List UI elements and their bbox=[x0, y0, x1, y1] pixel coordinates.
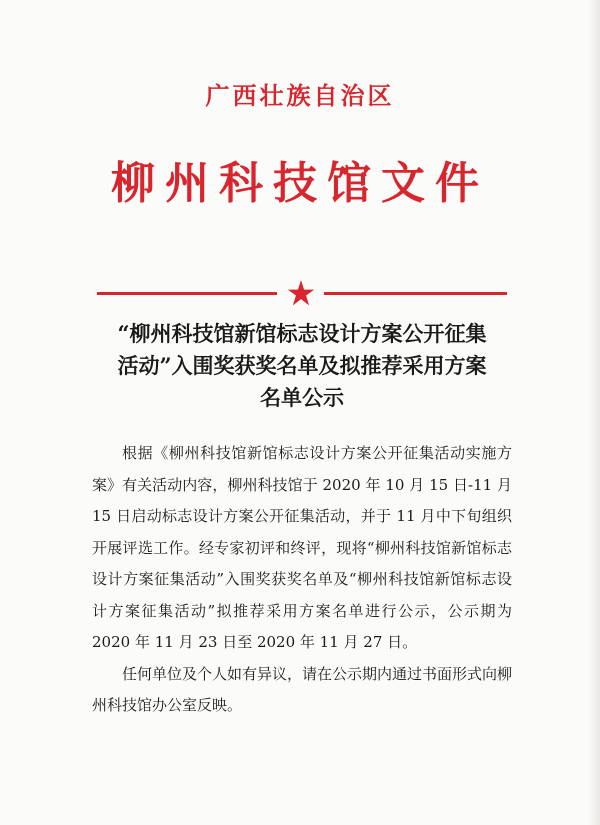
body-paragraph: 根据《柳州科技馆新馆标志设计方案公开征集活动实施方案》有关活动内容，柳州科技馆于 2020 年 10 月 15 日-11 月 15 日启动标志设计方案公开征集活动，并于 11 月中下旬组织开展评选工作。经专家初评和终评，现将“柳州科技馆新馆标志设计方案征集活动”入围奖获奖名单及“柳州科技馆新馆标志设计方案征集活动”拟推荐采用方案名单进行公示，公示期为 2020 年 11 月 23 日至 2020 年 11 月 27 日。 bbox=[92, 444, 512, 651]
divider-line-right bbox=[324, 292, 507, 295]
title-line: 名单公示 bbox=[260, 385, 344, 410]
title-line: “柳州科技馆新馆标志设计方案公开征集 bbox=[117, 321, 487, 346]
issuer-name: 柳州科技馆文件 bbox=[111, 158, 489, 209]
body-paragraph: 任何单位及个人如有异议，请在公示期内通过书面形式向柳州科技馆办公室反映。 bbox=[92, 664, 513, 714]
issuer-region: 广西壮族自治区 bbox=[205, 81, 395, 110]
red-star-icon bbox=[287, 279, 315, 307]
document-title bbox=[92, 318, 512, 414]
document-body bbox=[92, 438, 512, 722]
red-header-divider bbox=[97, 282, 507, 304]
page-edge-shadow bbox=[588, 0, 600, 825]
divider-line-left bbox=[97, 292, 277, 295]
title-line: 活动”入围奖获奖名单及拟推荐采用方案 bbox=[117, 353, 487, 378]
